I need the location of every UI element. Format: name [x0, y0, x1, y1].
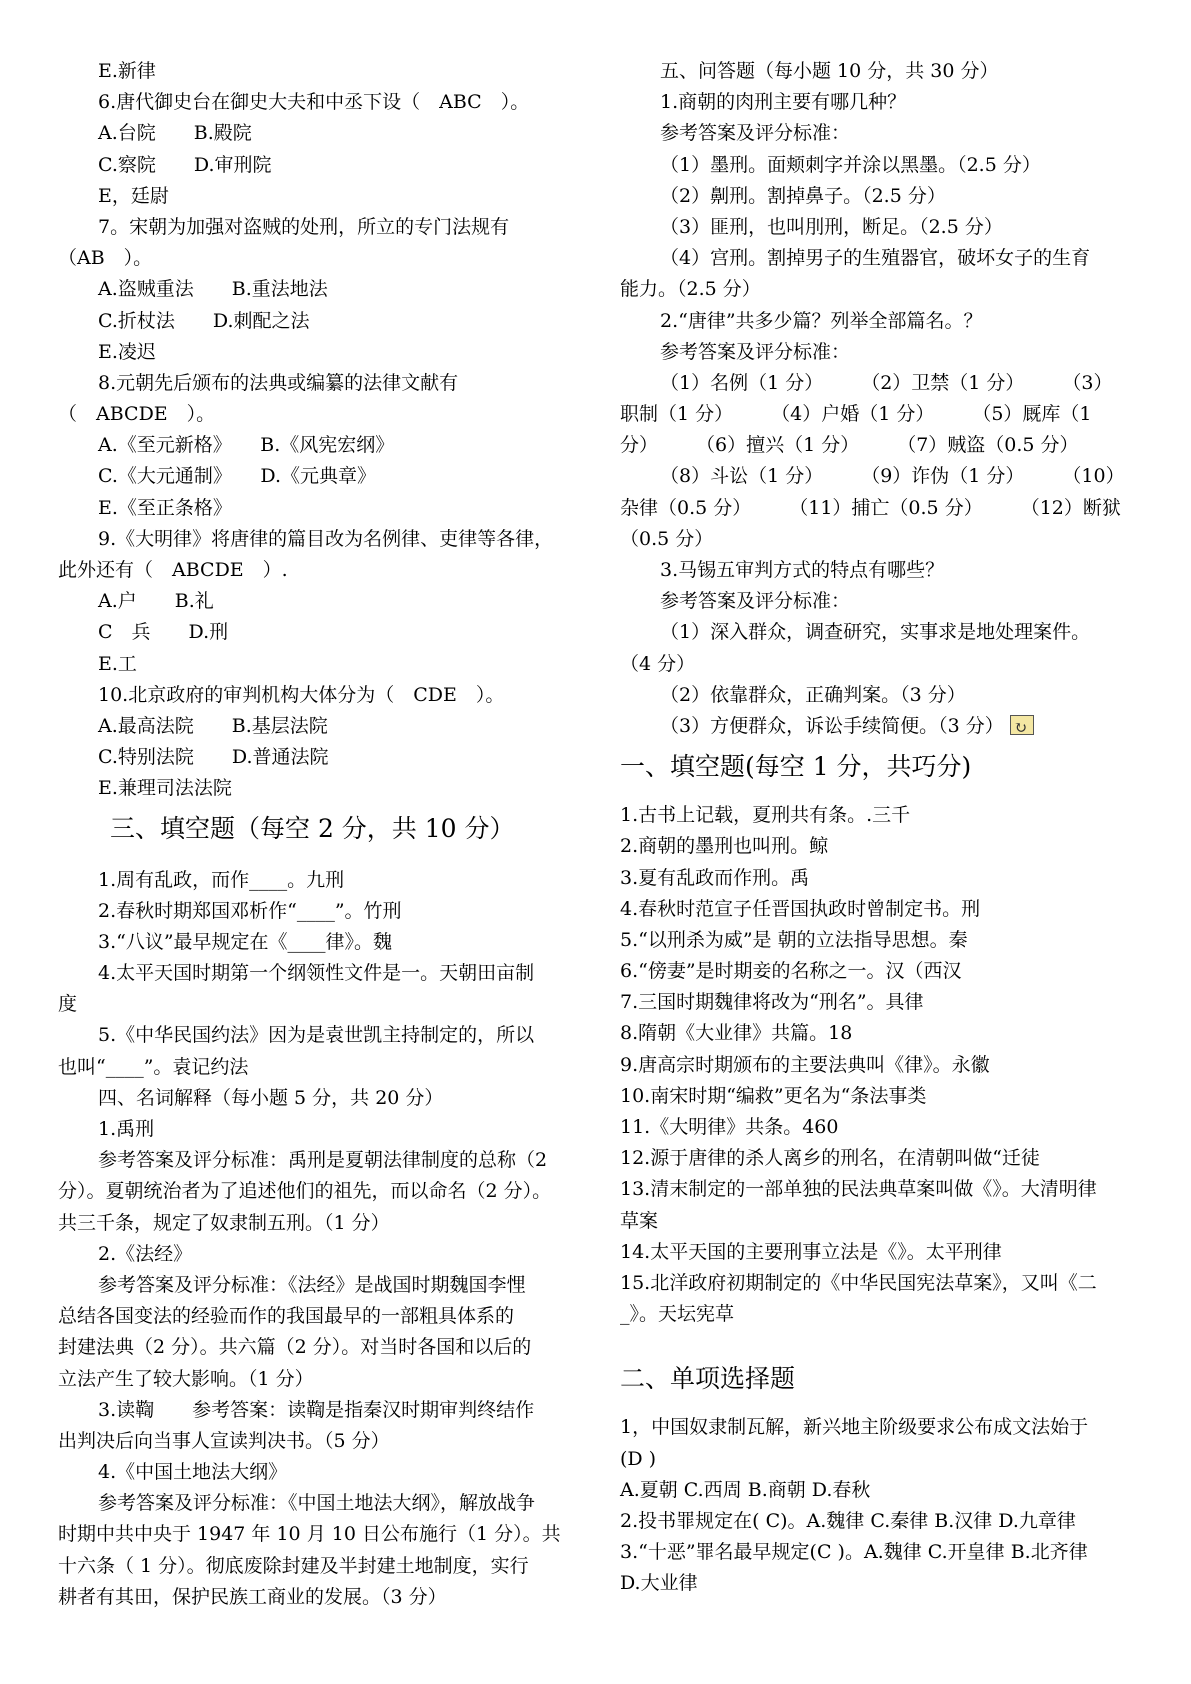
- line-text: 分） （6）擅兴（1 分） （7）贼盗（0.5 分）: [620, 434, 1079, 457]
- text-line: [58, 1582, 582, 1613]
- text-line: [58, 150, 582, 181]
- text-line: [58, 1145, 582, 1176]
- line-text: E.兼理司法法院: [98, 777, 232, 800]
- text-line: [620, 56, 1145, 87]
- line-text: 十六条（ 1 分）。彻底废除封建及半封建土地制度，实行: [58, 1554, 529, 1577]
- line-text: 也叫“____”。袁记约法: [58, 1055, 249, 1078]
- text-line: [58, 773, 582, 804]
- line-text: （0.5 分）: [620, 527, 714, 550]
- text-line: [58, 337, 582, 368]
- line-text: E.新律: [98, 60, 156, 82]
- text-line: [620, 586, 1145, 617]
- text-line: [58, 274, 582, 305]
- line-text: 参考答案及评分标准：: [660, 590, 851, 613]
- line-text: 出判决后向当事人宣读判决书。（5 分）: [58, 1429, 390, 1452]
- line-text: (D ): [620, 1447, 657, 1470]
- section-heading: 一、填空题(每空 1 分，共巧分): [620, 752, 972, 782]
- line-text: 10.北京政府的审判机构大体分为（ CDE ）。: [98, 683, 505, 706]
- line-text: 封建法典（2 分）。共六篇（2 分）。对当时各国和以后的: [58, 1336, 532, 1359]
- line-text: 5.《中华民国约法》因为是袁世凯主持制定的，所以: [98, 1024, 535, 1047]
- text-line: [620, 555, 1145, 586]
- line-text: 2.“唐律”共多少篇？列举全部篇名。？: [660, 309, 983, 332]
- line-text: 职制（1 分） （4）户婚（1 分） （5）厩库（1: [620, 403, 1092, 426]
- line-text: （2）依靠群众，正确判案。（3 分）: [660, 683, 966, 706]
- text-line: [58, 1488, 582, 1519]
- line-text: 2.《法经》: [98, 1242, 193, 1265]
- line-text: A.台院 B.殿院: [98, 122, 252, 145]
- text-line: [620, 1412, 1145, 1443]
- line-text: E.《至正条格》: [98, 496, 232, 519]
- text-line: [58, 1239, 582, 1270]
- text-line: [620, 337, 1145, 368]
- text-line: [620, 524, 1145, 555]
- text-line: [58, 1083, 582, 1114]
- line-text: 1.禹刑: [98, 1118, 155, 1140]
- text-line: [58, 212, 582, 243]
- text-line: [58, 430, 582, 461]
- text-line: [58, 1332, 582, 1363]
- text-line: [58, 1301, 582, 1332]
- line-text: 参考答案及评分标准：: [660, 340, 851, 363]
- line-text: 7.三国时期魏律将改为“刑名”。具律: [620, 991, 924, 1014]
- text-line: [620, 956, 1145, 987]
- text-line: [58, 1457, 582, 1488]
- text-line: [58, 742, 582, 773]
- text-line: [620, 680, 1145, 711]
- text-line: [620, 493, 1145, 524]
- line-text: 立法产生了较大影响。（1 分）: [58, 1367, 314, 1390]
- line-text: （ ABCDE ）。: [58, 403, 216, 426]
- text-line: [58, 958, 582, 989]
- text-line: [620, 1299, 1145, 1330]
- text-line: [620, 274, 1145, 305]
- line-text: 1.古书上记载，夏刑共有条。.三千: [620, 804, 911, 827]
- text-line: [58, 896, 582, 927]
- text-line: [58, 306, 582, 337]
- text-line: [58, 680, 582, 711]
- text-line: [620, 1143, 1145, 1174]
- line-text: 7。宋朝为加强对盗贼的处刑，所立的专门法规有: [98, 215, 510, 238]
- text-line: [620, 150, 1145, 181]
- line-text: 8.隋朝《大业律》共篇。18: [620, 1022, 853, 1045]
- line-text: 时期中共中央于 1947 年 10 月 10 日公布施行（1 分）。共: [58, 1523, 561, 1546]
- line-text: A.夏朝 C.西周 B.商朝 D.春秋: [620, 1478, 871, 1501]
- text-line: [58, 1208, 582, 1239]
- text-line: [58, 243, 582, 274]
- line-text: C.《大元通制》 D.《元典章》: [98, 465, 376, 488]
- line-text: D.大业律: [620, 1572, 698, 1595]
- text-line: [58, 1114, 582, 1145]
- text-line: [620, 118, 1145, 149]
- line-text: C 兵 D.刑: [98, 621, 229, 644]
- line-text: 能力。（2.5 分）: [620, 278, 761, 301]
- text-line: [58, 555, 582, 586]
- text-line: [620, 1081, 1145, 1112]
- text-line: [620, 800, 1145, 831]
- section-heading: 二、单项选择题: [620, 1364, 796, 1394]
- line-text: 杂律（0.5 分） （11）捕亡（0.5 分） （12）断狱: [620, 496, 1121, 519]
- line-text: 五、问答题（每小题 10 分，共 30 分）: [660, 60, 999, 82]
- text-line: [620, 399, 1145, 430]
- line-text: A.最高法院 B.基层法院: [98, 714, 328, 737]
- line-text: A.户 B.礼: [98, 590, 214, 613]
- line-text: （1）名例（1 分） （2）卫禁（1 分） （3）: [660, 371, 1113, 394]
- text-line: [620, 1506, 1145, 1537]
- text-line: [58, 1270, 582, 1301]
- line-text: 15.北洋政府初期制定的《中华民国宪法草案》，又叫《二: [620, 1271, 1097, 1294]
- line-text: 3.读鞫 参考答案：读鞫是指秦汉时期审判终结作: [98, 1398, 535, 1421]
- line-text: （8）斗讼（1 分） （9）诈伪（1 分） （10）: [660, 465, 1125, 488]
- text-line: [58, 368, 582, 399]
- text-line: [620, 1174, 1145, 1205]
- line-text: 3.马锡五审判方式的特点有哪些？: [660, 559, 945, 581]
- text-line: [58, 56, 582, 87]
- text-line: [620, 711, 1145, 742]
- line-text: （3）匪刑，也叫刖刑，断足。（2.5 分）: [660, 215, 1003, 238]
- line-text: 分）。夏朝统治者为了追述他们的祖先，而以命名（2 分）。: [58, 1180, 552, 1203]
- text-line: [620, 181, 1145, 212]
- line-text: 参考答案及评分标准：《法经》是战国时期魏国李悝: [98, 1273, 526, 1296]
- text-line: [620, 1206, 1145, 1237]
- line-text: （1）墨刑。面颊刺字并涂以黑墨。（2.5 分）: [660, 153, 1041, 176]
- text-line: [58, 399, 582, 430]
- text-line: [620, 1537, 1145, 1568]
- text-line: [620, 831, 1145, 862]
- line-text: 参考答案及评分标准：《中国土地法大纲》，解放战争: [98, 1492, 536, 1515]
- line-text: A.《至元新格》 B.《风宪宏纲》: [98, 434, 395, 457]
- line-text: 4.《中国土地法大纲》: [98, 1461, 288, 1484]
- text-line: [620, 430, 1145, 461]
- text-line: [620, 243, 1145, 274]
- line-text: 4.太平天国时期第一个纲领性文件是一。天朝田亩制: [98, 962, 535, 985]
- text-line: [620, 894, 1145, 925]
- text-line: [58, 1020, 582, 1051]
- text-line: [620, 87, 1145, 118]
- line-text: 4.春秋时范宣子任晋国执政时曾制定书。刑: [620, 897, 981, 920]
- text-line: [620, 925, 1145, 956]
- text-line: [58, 118, 582, 149]
- line-text: （4 分）: [620, 652, 696, 675]
- text-line: [620, 461, 1145, 492]
- text-line: [58, 1176, 582, 1207]
- line-text: 11.《大明律》共条。460: [620, 1116, 839, 1138]
- text-line: [58, 1426, 582, 1457]
- right-column: [620, 56, 1145, 1599]
- line-text: 12.源于唐律的杀人离乡的刑名，在清朝叫做“迁徒: [620, 1147, 1040, 1170]
- line-text: （4）宫刑。割掉男子的生殖器官，破坏女子的生育: [660, 247, 1091, 270]
- text-line: [58, 989, 582, 1020]
- text-line: [620, 1018, 1145, 1049]
- text-line: [620, 863, 1145, 894]
- text-line: [620, 368, 1145, 399]
- line-text: 参考答案及评分标准：禹刑是夏朝法律制度的总称（2: [98, 1149, 548, 1172]
- line-text: 1，中国奴隶制瓦解，新兴地主阶级要求公布成文法始于: [620, 1416, 1089, 1439]
- text-line: [620, 1444, 1145, 1475]
- text-line: [58, 865, 582, 896]
- text-line: [58, 586, 582, 617]
- line-text: E.工: [98, 652, 137, 675]
- text-line: [620, 1050, 1145, 1081]
- text-line: [58, 1551, 582, 1582]
- text-line: [620, 1568, 1145, 1599]
- section-heading: 三、填空题（每空 2 分，共 10 分）: [110, 813, 515, 843]
- text-line: [58, 87, 582, 118]
- line-text: 6.“傍妻”是时期妾的名称之一。汉（西汉: [620, 960, 962, 983]
- text-line: [58, 461, 582, 492]
- line-text: 四、名词解释（每小题 5 分，共 20 分）: [98, 1086, 444, 1109]
- line-text: （2）劓刑。割掉鼻子。（2.5 分）: [660, 184, 946, 207]
- text-line: [58, 493, 582, 524]
- text-line: [58, 711, 582, 742]
- line-text: 5.“以刑杀为威”是 朝的立法指导思想。秦: [620, 928, 968, 951]
- text-line: [620, 987, 1145, 1018]
- line-text: 总结各国变法的经验而作的我国最早的一部粗具体系的: [58, 1305, 515, 1328]
- line-text: C.特别法院 D.普通法院: [98, 746, 329, 769]
- line-text: 13.清末制定的一部单独的民法典草案叫做《》。大清明律: [620, 1178, 1097, 1201]
- text-line: [58, 524, 582, 555]
- line-text: （3）方便群众，诉讼手续简便。（3 分）: [660, 714, 1004, 737]
- line-text: 9.《大明律》将唐律的篇目改为名例律、吏律等各律，: [98, 527, 554, 550]
- line-text: 10.南宋时期“编救”更名为“条法事类: [620, 1084, 927, 1107]
- text-line: [620, 1237, 1145, 1268]
- text-line: [58, 649, 582, 680]
- line-text: 共三千条，规定了奴隶制五刑。（1 分）: [58, 1211, 390, 1234]
- line-text: 14.太平天国的主要刑事立法是《》。太平刑律: [620, 1240, 1002, 1263]
- line-text: 3.“八议”最早规定在《____律》。魏: [98, 930, 393, 953]
- line-text: 2.春秋时期郑国邓析作“____”。竹刑: [98, 899, 402, 922]
- text-line: [58, 1052, 582, 1083]
- line-text: A.盗贼重法 B.重法地法: [98, 278, 328, 301]
- line-text: 1.商朝的肉刑主要有哪几种？: [660, 91, 907, 114]
- left-column: [58, 56, 582, 1613]
- text-line: [58, 1519, 582, 1550]
- text-line: [58, 1364, 582, 1395]
- text-line: [620, 212, 1145, 243]
- text-line: [620, 1112, 1145, 1143]
- spacer: [620, 1330, 1145, 1354]
- line-text: 2.投书罪规定在( C)。A.魏律 C.秦律 B.汉律 D.九章律: [620, 1509, 1076, 1532]
- text-line: [620, 306, 1145, 337]
- line-text: 耕者有其田，保护民族工商业的发展。（3 分）: [58, 1585, 447, 1608]
- line-text: E.凌迟: [98, 340, 156, 363]
- text-line: [58, 181, 582, 212]
- text-line: [620, 1268, 1145, 1299]
- text-line: [620, 1475, 1145, 1506]
- line-text: _》。天坛宪草: [620, 1303, 735, 1326]
- line-text: 2.商朝的墨刑也叫刑。鲸: [620, 835, 829, 858]
- text-line: [620, 649, 1145, 680]
- line-text: 6.唐代御史台在御史大夫和中丞下设（ ABC ）。: [98, 91, 530, 114]
- line-text: 9.唐高宗时期颁布的主要法典叫《律》。永徽: [620, 1053, 990, 1076]
- line-text: 3.夏有乱政而作刑。禹: [620, 866, 810, 889]
- line-text: E，廷尉: [98, 184, 169, 207]
- text-line: [58, 1395, 582, 1426]
- spacer: [620, 1400, 1145, 1412]
- text-line: [620, 617, 1145, 648]
- text-line: [58, 927, 582, 958]
- line-text: 度: [58, 993, 78, 1016]
- line-text: （AB ）。: [58, 247, 153, 270]
- spacer: [620, 788, 1145, 800]
- line-text: 1.周有乱政，而作____。九刑: [98, 868, 345, 891]
- line-text: C.折杖法 D.刺配之法: [98, 309, 310, 332]
- line-text: 3.“十恶”罪名最早规定(C )。A.魏律 C.开皇律 B.北齐律: [620, 1541, 1088, 1564]
- line-text: （1）深入群众，调查研究，实事求是地处理案件。: [660, 621, 1091, 644]
- line-text: 草案: [620, 1209, 659, 1232]
- embedded-object-icon: [1010, 715, 1034, 735]
- line-text: 参考答案及评分标准：: [660, 122, 851, 145]
- spacer: [58, 853, 582, 865]
- line-text: 此外还有（ ABCDE ）.: [58, 559, 288, 581]
- line-text: C.察院 D.审刑院: [98, 153, 272, 176]
- text-line: [58, 617, 582, 648]
- line-text: 8.元朝先后颁布的法典或编纂的法律文献有: [98, 371, 459, 394]
